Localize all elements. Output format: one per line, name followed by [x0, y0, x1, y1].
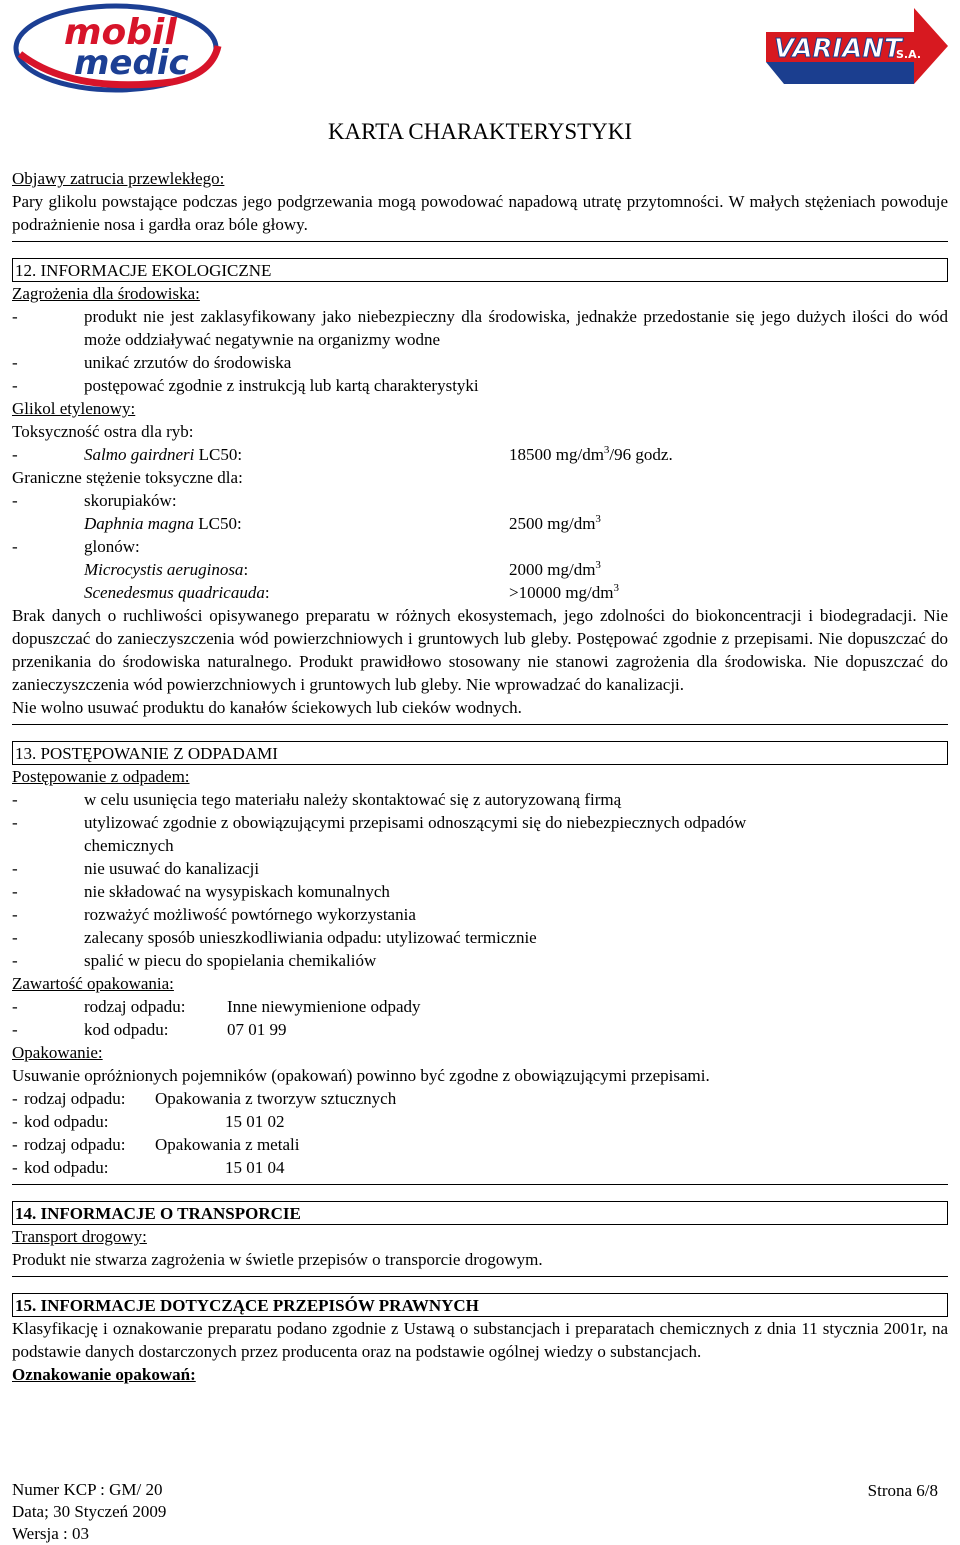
chronic-symptoms-label: Objawy zatrucia przewlekłego: [12, 169, 225, 188]
logo-mobil-text: mobil [64, 12, 177, 53]
list-item: - postępować zgodnie z instrukcją lub kartą charakterystyki [12, 376, 479, 395]
glycol-label: Glikol etylenowy: [12, 399, 136, 418]
list-item: - zalecany sposób unieszkodliwiania odpadu: utylizować termicznie [12, 928, 537, 947]
list-item: - spalić w piecu do spopielania chemikaliów [12, 951, 377, 970]
ecology-last-line: Nie wolno usuwać produktu do kanałów ściekowych lub cieków wodnych. [12, 698, 522, 717]
package-contents-label: Zawartość opakowania: [12, 974, 174, 993]
ecology-paragraph: Brak danych o ruchliwości opisywanego preparatu w różnych ekosystemach, jego zdolności do biokoncentracji i biodegradacji. Nie dopuszczać do zanieczyszczenia wód powierzchniowych i gruntowych lub gleby. Postępować zgodnie z przepisami. Nie dopuszczać do przenikania do środowiska naturalnego. Produkt prawidłowo stosowany nie stanowi zagrożenia dla środowiska. Nie dopuszczać do zanieczyszczenia wód powierzchniowych i gruntowych lub gleby. Nie wprowadzać do kanalizacji. [12, 606, 948, 694]
divider [12, 1276, 948, 1277]
contents-code-row: - kod odpadu: 07 01 99 [12, 1020, 287, 1039]
divider [12, 1184, 948, 1185]
page-number: Strona 6/8 [867, 1481, 938, 1500]
list-item: - nie składować na wysypiskach komunalnych [12, 882, 390, 901]
packaging-label: Opakowanie: [12, 1043, 103, 1062]
regulations-text: Klasyfikację i oznakowanie preparatu podano zgodnie z Ustawą o substancjach i preparatach chemicznych z dnia 11 stycznia 2001r, na podstawie danych dostarczonych przez producenta oraz na podstawie ogólnej wiedzy o substancjach. [12, 1319, 948, 1361]
list-item: - skorupiaków: [12, 491, 177, 510]
logo-variant-text: VARIANT [774, 34, 902, 64]
road-transport-text: Produkt nie stwarza zagrożenia w świetle przepisów o transporcie drogowym. [12, 1250, 543, 1269]
list-item: - w celu usunięcia tego materiału należy skontaktować się z autoryzowaną firmą [12, 790, 622, 809]
document-body [12, 167, 948, 1386]
packaging-row: - kod odpadu: 15 01 02 [12, 1112, 285, 1131]
divider [12, 241, 948, 242]
env-threats-label: Zagrożenia dla środowiska: [12, 284, 200, 303]
divider [12, 724, 948, 725]
kcp-number: Numer KCP : GM/ 20 [12, 1480, 163, 1499]
logo-arrow-blue [766, 62, 914, 84]
section-13-heading: 13. POSTĘPOWANIE Z ODPADAMI [12, 741, 948, 765]
section-14-heading: 14. INFORMACJE O TRANSPORCIE [12, 1201, 948, 1225]
daphnia-row: Daphnia magna LC50: 2500 $mg/dm^3$ [84, 513, 601, 533]
chronic-symptoms-text: Pary glikolu powstające podczas jego podgrzewania mogą powodować napadową utratę przytomności. W małych stężeniach powoduje podrażnienie nosa i gardła oraz bóle głowy. [12, 192, 948, 234]
fish-toxicity-row: - Salmo gairdneri LC50: 18500 $mg/dm^3/96$ godz. [12, 444, 673, 464]
packaging-row: - rodzaj odpadu: Opakowania z metali [12, 1135, 300, 1154]
document-title: KARTA CHARAKTERYSTYKI [327, 119, 633, 144]
page-footer [12, 1479, 938, 1545]
variant-logo [764, 2, 950, 88]
logo-sa-text: S.A. [896, 48, 921, 61]
logo-medic-text: medic [74, 43, 189, 83]
fish-toxicity-label: Toksyczność ostra dla ryb: [12, 422, 194, 441]
scenedesmus-row: Scenedesmus quadricauda: >10000 $mg/dm^3$ [84, 582, 620, 602]
packaging-text: Usuwanie opróżnionych pojemników (opakowań) powinno być zgodne z obowiązującymi przepisami. [12, 1066, 710, 1085]
list-item: - rozważyć możliwość powtórnego wykorzystania [12, 905, 416, 924]
document-date: Data; 30 Styczeń 2009 [12, 1502, 167, 1521]
package-marking-label: Oznakowanie opakowań: [12, 1365, 196, 1384]
road-transport-label: Transport drogowy: [12, 1227, 147, 1246]
mobil-medic-logo [12, 2, 224, 94]
list-item: - produkt nie jest zaklasyfikowany jako niebezpieczny dla środowiska, jednakże przedostanie się jego dużych ilości do wód może oddziaływać negatywnie na organizmy wodne [12, 307, 948, 349]
toxic-limit-label: Graniczne stężenie toksyczne dla: [12, 468, 243, 487]
section-15-heading: 15. INFORMACJE DOTYCZĄCE PRZEPISÓW PRAWNYCH [12, 1293, 948, 1317]
microcystis-row: Microcystis aeruginosa: 2000 $mg/dm^3$ [84, 559, 601, 579]
contents-type-row: - rodzaj odpadu: Inne niewymienione odpady [12, 997, 421, 1016]
list-item: - nie usuwać do kanalizacji [12, 859, 260, 878]
packaging-row: - rodzaj odpadu: Opakowania z tworzyw sztucznych [12, 1089, 397, 1108]
list-item: - utylizować zgodnie z obowiązującymi przepisami odnoszącymi się do niebezpiecznych odpadów chemicznych [12, 813, 747, 855]
packaging-row: - kod odpadu: 15 01 04 [12, 1158, 285, 1177]
document-version: Wersja : 03 [12, 1524, 89, 1543]
section-12-heading: 12. INFORMACJE EKOLOGICZNE [12, 258, 948, 282]
waste-procedure-label: Postępowanie z odpadem: [12, 767, 190, 786]
list-item: - glonów: [12, 537, 140, 556]
list-item: - unikać zrzutów do środowiska [12, 353, 292, 372]
